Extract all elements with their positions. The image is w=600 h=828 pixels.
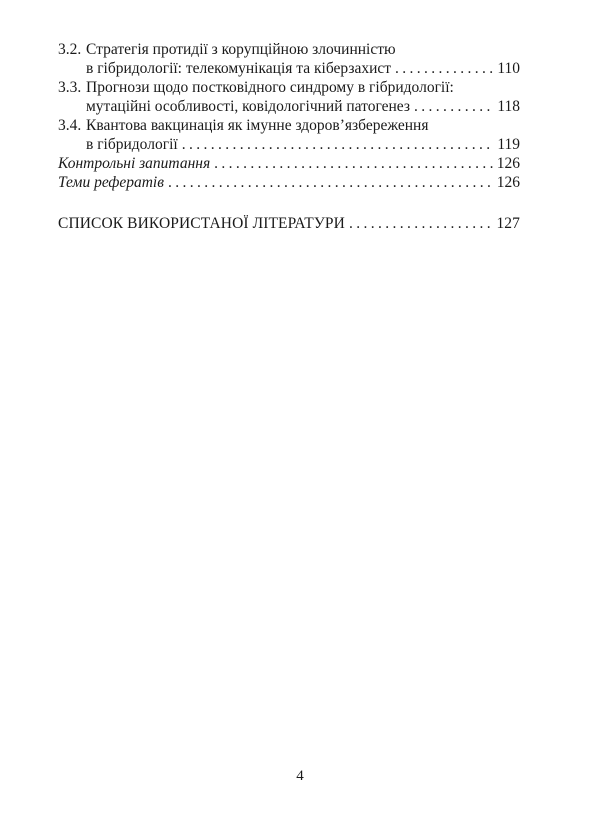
toc-entry-title-line2: в гібридології	[86, 136, 178, 153]
toc-entry-page: 127	[496, 215, 520, 232]
toc-entry-title-line1: Прогнози щодо постковідного синдрому в гібридології:	[86, 79, 454, 96]
toc-entry-page: 118	[497, 98, 520, 115]
dot-leader	[168, 173, 493, 192]
toc-entry-page: 119	[497, 136, 520, 153]
toc-entry-bibliography	[58, 214, 520, 233]
toc-entry-page: 126	[496, 155, 520, 172]
toc-entry-title-line1: Квантова вакцинація як імунне здоров’язбереження	[86, 117, 429, 134]
toc-entry-control-questions	[58, 154, 520, 173]
toc-entry-page: 110	[497, 60, 520, 77]
toc-entry-number: 3.3.	[58, 79, 82, 96]
toc-entry-number: 3.2.	[58, 41, 82, 58]
toc-entry-essay-topics	[58, 173, 520, 192]
toc-entry-3-2	[58, 40, 520, 78]
dot-leader	[414, 97, 493, 116]
table-of-contents	[58, 40, 520, 233]
dot-leader	[214, 154, 493, 173]
toc-entry-title: Контрольні запитання	[58, 155, 211, 172]
toc-entry-page: 126	[496, 174, 520, 191]
toc-entry-title-line1: Стратегія протидії з корупційною злочинністю	[86, 41, 396, 58]
toc-entry-3-3	[58, 78, 520, 116]
toc-entry-3-4	[58, 116, 520, 154]
toc-entry-title: СПИСОК ВИКОРИСТАНОЇ ЛІТЕРАТУРИ	[58, 215, 345, 232]
toc-entry-title-line2: мутаційні особливості, ковідологічний патогенез	[86, 98, 410, 115]
toc-entry-number: 3.4.	[58, 117, 82, 134]
dot-leader	[349, 214, 492, 233]
dot-leader	[395, 59, 493, 78]
toc-entry-title: Теми рефератів	[58, 174, 164, 191]
toc-entry-title-line2: в гібридології: телекомунікація та кіберзахист	[86, 60, 392, 77]
dot-leader	[182, 135, 494, 154]
page-number: 4	[296, 768, 304, 784]
